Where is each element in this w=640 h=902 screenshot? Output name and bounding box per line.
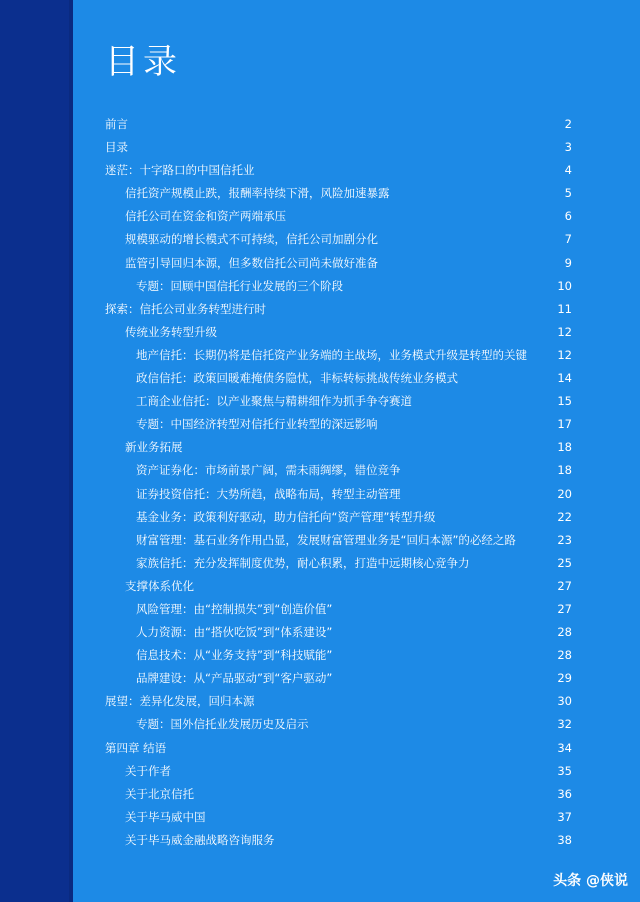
toc-entry[interactable] bbox=[105, 506, 572, 529]
toc-entry-label: 政信信托：政策回暖难掩债务隐忧，非标转标挑战传统业务模式 bbox=[136, 371, 458, 386]
toc-entry[interactable] bbox=[105, 298, 572, 321]
toc-entry-page-number: 12 bbox=[557, 347, 572, 362]
toc-entry-label: 信息技术：从“业务支持”到“科技赋能” bbox=[136, 648, 333, 663]
toc-entry[interactable] bbox=[105, 459, 572, 482]
toc-entry-page-number: 18 bbox=[557, 463, 572, 478]
toc-entry[interactable] bbox=[105, 713, 572, 736]
toc-entry-page-number: 27 bbox=[557, 578, 572, 593]
toc-entry-page-number: 6 bbox=[564, 209, 572, 224]
toc-entry[interactable] bbox=[105, 529, 572, 552]
toc-entry-label: 工商企业信托：以产业聚焦与精耕细作为抓手争夺赛道 bbox=[136, 394, 412, 409]
toc-entry[interactable] bbox=[105, 136, 572, 159]
toc-entry-label: 规模驱动的增长模式不可持续，信托公司加剧分化 bbox=[125, 232, 378, 247]
toc-entry-label: 风险管理：由“控制损失”到“创造价值” bbox=[136, 601, 333, 616]
toc-entry-page-number: 28 bbox=[557, 625, 572, 640]
toc-entry-label: 目录 bbox=[105, 140, 128, 155]
toc-entry[interactable] bbox=[105, 275, 572, 298]
toc-entry-label: 基金业务：政策利好驱动，助力信托向“资产管理”转型升级 bbox=[136, 509, 436, 524]
toc-entry-page-number: 22 bbox=[557, 509, 572, 524]
toc-entry[interactable] bbox=[105, 413, 572, 436]
toc-entry[interactable] bbox=[105, 321, 572, 344]
toc-entry-label: 财富管理：基石业务作用凸显，发展财富管理业务是“回归本源”的必经之路 bbox=[136, 532, 516, 547]
toc-entry-page-number: 10 bbox=[557, 278, 572, 293]
toc-entry[interactable] bbox=[105, 113, 572, 136]
toc-entry-page-number: 29 bbox=[557, 671, 572, 686]
toc-entry-page-number: 27 bbox=[557, 601, 572, 616]
toc-entry[interactable] bbox=[105, 552, 572, 575]
toc-entry-label: 资产证券化：市场前景广阔，需未雨绸缪，错位竞争 bbox=[136, 463, 401, 478]
toc-entry-page-number: 3 bbox=[564, 140, 572, 155]
toc-entry-page-number: 15 bbox=[557, 394, 572, 409]
toc-entry[interactable] bbox=[105, 783, 572, 806]
toc-entry[interactable] bbox=[105, 182, 572, 205]
toc-entry[interactable] bbox=[105, 575, 572, 598]
toc-entry-label: 探索：信托公司业务转型进行时 bbox=[105, 301, 266, 316]
toc-entry[interactable] bbox=[105, 436, 572, 459]
toc-entry[interactable] bbox=[105, 644, 572, 667]
toc-entry-label: 传统业务转型升级 bbox=[125, 324, 217, 339]
toc-entry[interactable] bbox=[105, 806, 572, 829]
toc-entry[interactable] bbox=[105, 760, 572, 783]
toc-entry-page-number: 35 bbox=[557, 763, 572, 778]
toc-entry[interactable] bbox=[105, 667, 572, 690]
toc-entry[interactable] bbox=[105, 829, 572, 852]
toc-entry-page-number: 30 bbox=[557, 694, 572, 709]
toc-entry-page-number: 32 bbox=[557, 717, 572, 732]
toc-entry-page-number: 11 bbox=[557, 301, 572, 316]
toc-entry[interactable] bbox=[105, 621, 572, 644]
toc-entry-label: 证券投资信托：大势所趋，战略布局，转型主动管理 bbox=[136, 486, 401, 501]
toc-entry[interactable] bbox=[105, 367, 572, 390]
toc-entry-page-number: 12 bbox=[557, 324, 572, 339]
toc-entry-page-number: 7 bbox=[564, 232, 572, 247]
toc-entry-page-number: 28 bbox=[557, 648, 572, 663]
toc-entry-label: 信托资产规模止跌，报酬率持续下滑，风险加速暴露 bbox=[125, 186, 390, 201]
toc-entry-page-number: 17 bbox=[557, 417, 572, 432]
side-color-band bbox=[0, 0, 73, 902]
toc-entry-label: 家族信托：充分发挥制度优势，耐心积累，打造中远期核心竞争力 bbox=[136, 555, 470, 570]
toc-entry[interactable] bbox=[105, 598, 572, 621]
toc-entry-page-number: 20 bbox=[557, 486, 572, 501]
toc-entry-label: 关于毕马威中国 bbox=[125, 809, 206, 824]
toc-entry-label: 迷茫：十字路口的中国信托业 bbox=[105, 163, 255, 178]
toc-entry-page-number: 4 bbox=[564, 163, 572, 178]
toc-entry-page-number: 14 bbox=[557, 371, 572, 386]
watermark: 头条 @侠说 bbox=[553, 873, 628, 889]
toc-entry-label: 专题：回顾中国信托行业发展的三个阶段 bbox=[136, 278, 343, 293]
toc-entry[interactable] bbox=[105, 737, 572, 760]
toc-entry-label: 支撑体系优化 bbox=[125, 578, 194, 593]
toc-entry-page-number: 2 bbox=[564, 117, 572, 131]
toc-entry[interactable] bbox=[105, 483, 572, 506]
toc-entry-page-number: 25 bbox=[557, 555, 572, 570]
toc-entry-label: 监管引导回归本源，但多数信托公司尚未做好准备 bbox=[125, 255, 378, 270]
page-title: 目录 bbox=[105, 42, 181, 82]
toc-entry-label: 第四章 结语 bbox=[105, 740, 167, 755]
toc-entry-label: 地产信托：长期仍将是信托资产业务端的主战场，业务模式升级是转型的关键 bbox=[136, 347, 527, 362]
toc-entry-label: 新业务拓展 bbox=[125, 440, 183, 455]
toc-entry-label: 人力资源：由“搭伙吃饭”到“体系建设” bbox=[136, 625, 333, 640]
toc-entry-page-number: 36 bbox=[557, 786, 572, 801]
toc-entry-label: 专题：国外信托业发展历史及启示 bbox=[136, 717, 309, 732]
toc-entry-page-number: 34 bbox=[557, 740, 572, 755]
toc-entry-label: 专题：中国经济转型对信托行业转型的深远影响 bbox=[136, 417, 378, 432]
toc-entry-page-number: 9 bbox=[564, 255, 572, 270]
toc-entry-label: 关于毕马威金融战略咨询服务 bbox=[125, 832, 275, 847]
toc-entry-page-number: 38 bbox=[557, 832, 572, 847]
toc-entry[interactable] bbox=[105, 390, 572, 413]
toc-entry-label: 品牌建设：从“产品驱动”到“客户驱动” bbox=[136, 671, 333, 686]
toc-entry-label: 关于作者 bbox=[125, 763, 171, 778]
toc-entry[interactable] bbox=[105, 159, 572, 182]
toc-entry[interactable] bbox=[105, 228, 572, 251]
toc-entry-label: 展望：差异化发展，回归本源 bbox=[105, 694, 255, 709]
toc-entry-page-number: 5 bbox=[564, 186, 572, 201]
toc-entry[interactable] bbox=[105, 690, 572, 713]
toc-entry-page-number: 18 bbox=[557, 440, 572, 455]
table-of-contents bbox=[105, 113, 572, 852]
toc-entry-label: 信托公司在资金和资产两端承压 bbox=[125, 209, 286, 224]
toc-entry[interactable] bbox=[105, 252, 572, 275]
toc-entry[interactable] bbox=[105, 344, 572, 367]
toc-entry-label: 前言 bbox=[105, 117, 128, 131]
toc-entry-label: 关于北京信托 bbox=[125, 786, 194, 801]
toc-entry-page-number: 37 bbox=[557, 809, 572, 824]
toc-entry-page-number: 23 bbox=[557, 532, 572, 547]
toc-entry[interactable] bbox=[105, 205, 572, 228]
